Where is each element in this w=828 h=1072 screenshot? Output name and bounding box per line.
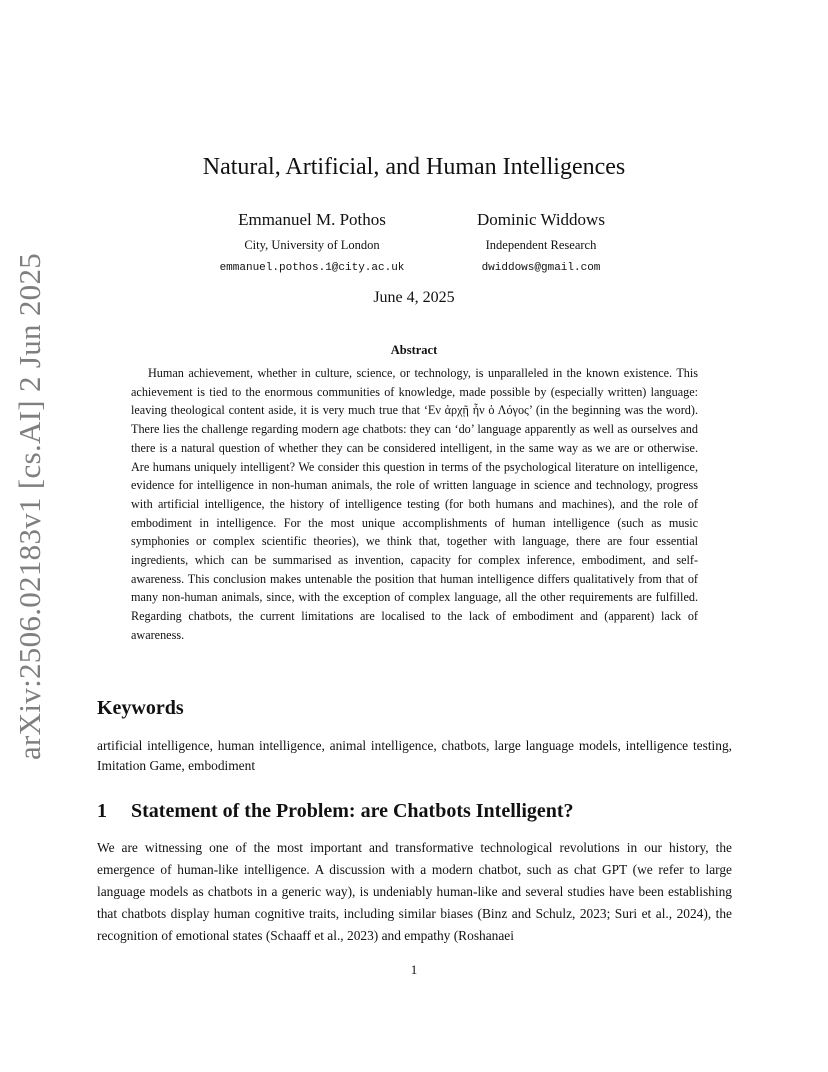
abstract-text: Human achievement, whether in culture, science, or technology, is unparalleled in the known existence. This achievement is tied to the enormous communities of knowledge, made possible by (especially written) language: leaving theological content aside, it is very much true that ‘Εν ἀρχῇ ἦν ὁ Λόγος’ (in the beginning was the word). There lies the challenge regarding modern age chatbots: they can ‘do’ language apparently as well as ourselves and there is a natural question of whether they can be considered intelligent, in the same way as we are or otherwise. Are humans uniquely intelligent? We consider this question in terms of the psychological literature on intelligence, evidence for intelligence in non-human animals, the role of written language in science and technology, progress with artificial intelligence, the history of intelligence testing (for both humans and machines), and the role of embodiment in intelligence. For the most unique accomplishments of human intelligence (such as music symphonies or complex scientific theories), we think that, together with language, there are four essential ingredients, which can be summarised as invention, capacity for complex inference, embodiment, and self-awareness. This conclusion makes untenable the position that human intelligence differs qualitatively from that of many non-human animals, since, with the exception of complex language, all the other requirements are fulfilled. Regarding chatbots, the current limitations are localised to the lack of embodiment and (apparent) lack of awareness. (131, 366, 698, 642)
keywords-heading: Keywords (97, 697, 184, 719)
section-title: Statement of the Problem: are Chatbots Intelligent? (131, 800, 574, 822)
author-block-2 (411, 210, 671, 274)
arxiv-identifier-stamp: arXiv:2506.02183v1 [cs.AI] 2 Jun 2025 (12, 252, 47, 760)
author-affiliation: Independent Research (485, 238, 597, 252)
publication-date: June 4, 2025 (373, 289, 455, 306)
author-email: emmanuel.pothos.1@city.ac.uk (219, 262, 405, 274)
page-number: 1 (410, 962, 418, 977)
keywords-text: artificial intelligence, human intelligence, animal intelligence, chatbots, large language models, intelligence testing, Imitation Game, embodiment (97, 738, 732, 773)
author-email: dwiddows@gmail.com (481, 262, 601, 274)
author-name: Emmanuel M. Pothos (238, 210, 386, 229)
author-name: Dominic Widdows (477, 210, 605, 229)
author-block-1 (182, 210, 442, 274)
section-heading (97, 800, 574, 823)
section-body-text: We are witnessing one of the most important and transformative technological revolutions in our history, the emergence of human-like intelligence. A discussion with a modern chatbot, such as chat GPT (we refer to large language models as chatbots in a generic way), is undeniably human-like and several studies have been establishing that chatbots display human cognitive traits, including similar biases (Binz and Schulz, 2023; Suri et al., 2024), the recognition of emotional states (Schaaff et al., 2023) and empathy (Roshanaei (97, 840, 732, 943)
paper-title: Natural, Artificial, and Human Intelligences (202, 154, 626, 180)
section-number: 1 (97, 800, 107, 822)
abstract-heading: Abstract (390, 343, 438, 357)
author-affiliation: City, University of London (244, 238, 380, 252)
